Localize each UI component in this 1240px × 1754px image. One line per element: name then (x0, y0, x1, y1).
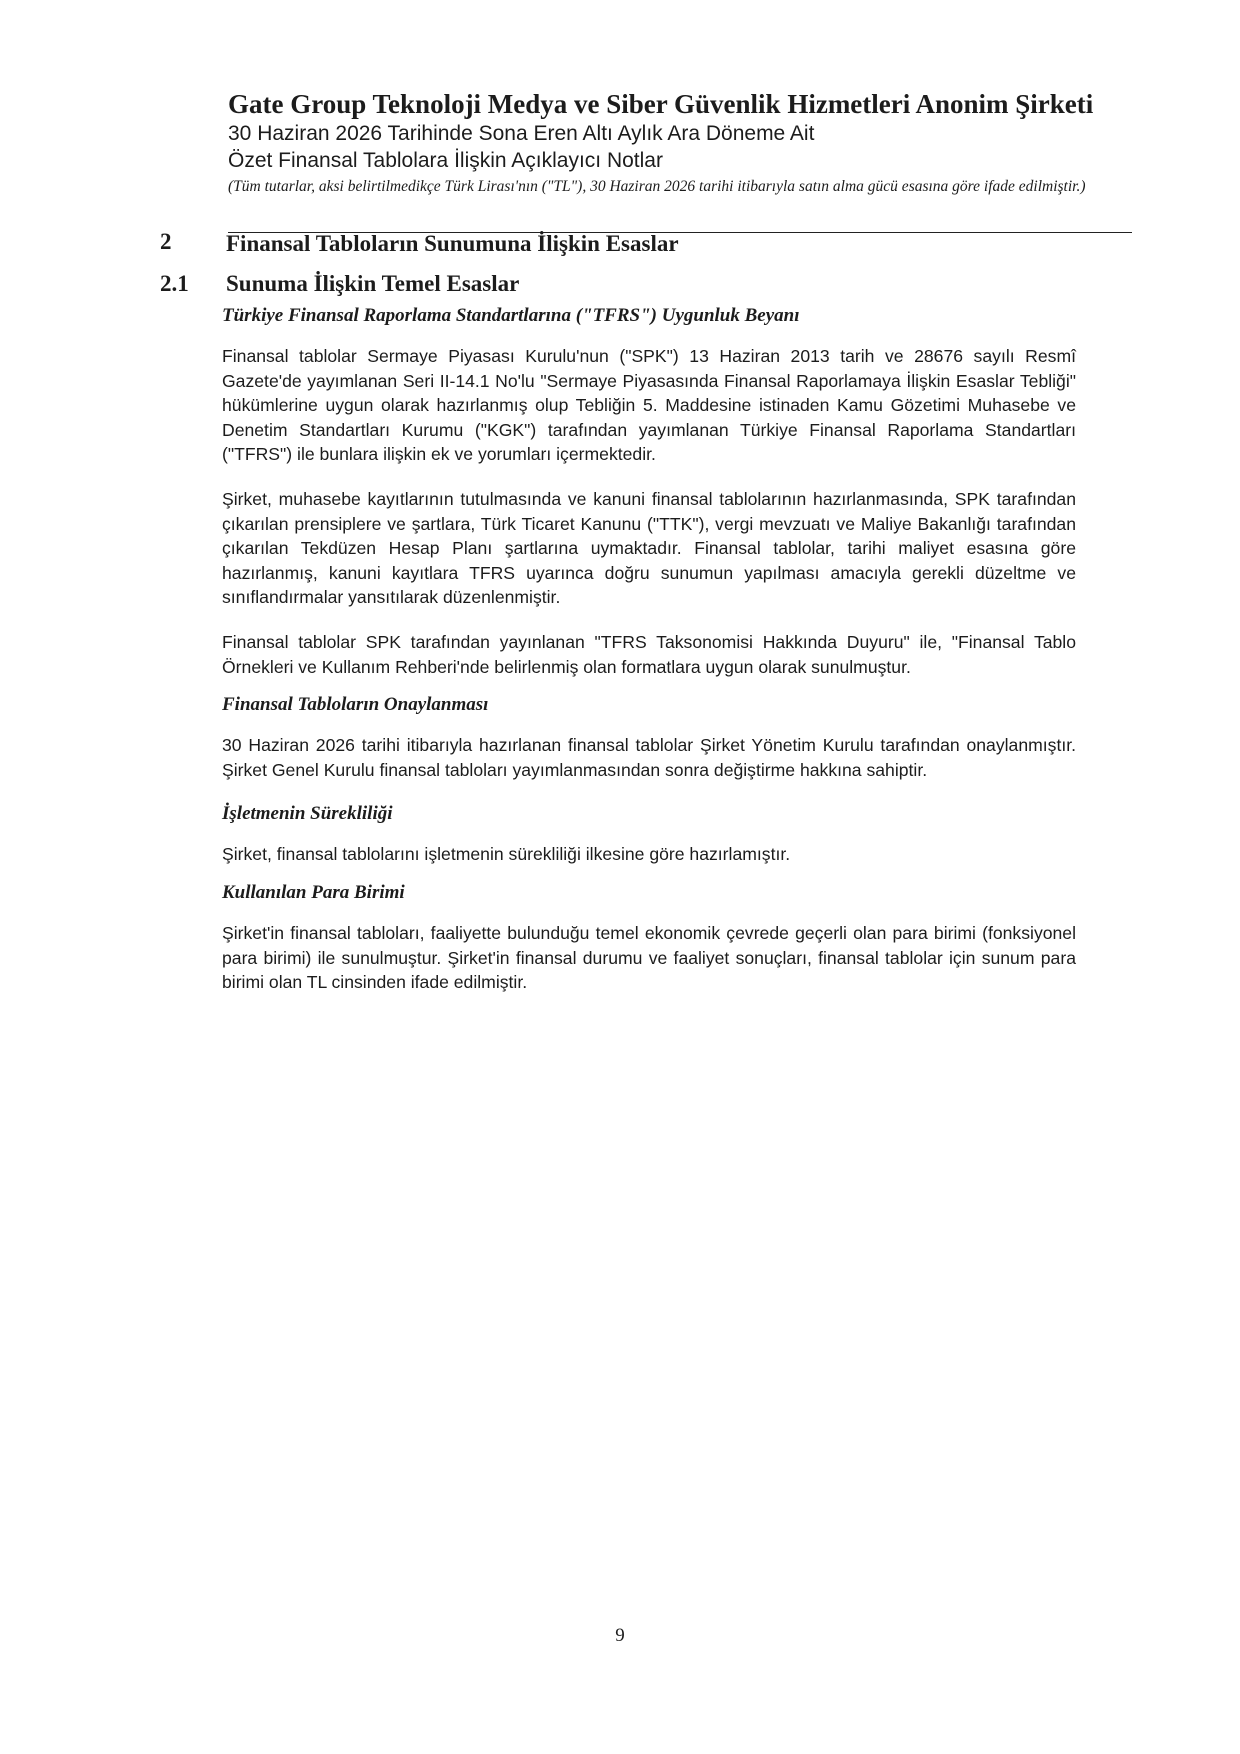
currency-heading: Kullanılan Para Birimi (222, 881, 405, 903)
approval-heading: Finansal Tabloların Onaylanması (222, 694, 489, 716)
tfrs-heading: Türkiye Finansal Raporlama Standartlarına ("TFRS") Uygunluk Beyanı (222, 305, 800, 326)
company-name: Gate Group Teknoloji Medya ve Siber Güvenlik Hizmetleri Anonim Şirketi (228, 89, 1094, 119)
page-number: 9 (615, 1625, 625, 1646)
section-title: Finansal Tabloların Sunumuna İlişkin Esaslar (226, 231, 679, 256)
page-header (228, 88, 1128, 197)
document-body (222, 304, 1076, 1015)
notes-title: Özet Finansal Tablolara İlişkin Açıklayıcı Notlar (228, 149, 663, 172)
subsection-number: 2.1 (160, 271, 189, 296)
tfrs-paragraph-2: Şirket, muhasebe kayıtlarının tutulmasında ve kanuni finansal tablolarının hazırlanmasında, SPK tarafından çıkarılan prensiplere ve şartlara, Türk Ticaret Kanunu ("TTK"), vergi mevzuatı ve Maliye Bakanlığı tarafından çıkarılan Tekdüzen Hesap Planı şartlarına uymaktadır. Finansal tablolar, tarihi maliyet esasına göre hazırlanmış, kanuni kayıtlara TFRS uyarınca doğru sunumun yapılması amacıyla gerekli düzeltme ve sınıflandırmalar yansıtılarak düzenlenmiştir. (222, 488, 1076, 608)
tfrs-paragraph-3: Finansal tablolar SPK tarafından yayınlanan "TFRS Taksonomisi Hakkında Duyuru" ile, "Finansal Tablo Örnekleri ve Kullanım Rehberi'nde belirlenmiş olan formatlara uygun olarak sunulmuştur. (222, 631, 1076, 677)
currency-paragraph: Şirket'in finansal tabloları, faaliyette bulunduğu temel ekonomik çevrede geçerli olan para birimi (fonksiyonel para birimi) ile sunulmuştur. Şirket'in finansal durumu ve faaliyet sonuçları, finansal tablolar için sunum para birimi olan TL cinsinden ifade edilmiştir. (222, 922, 1076, 993)
going-concern-paragraph: Şirket, finansal tablolarını işletmenin sürekliliği ilkesine göre hazırlamıştır. (222, 844, 791, 865)
tfrs-paragraph-1: Finansal tablolar Sermaye Piyasası Kurulu'nun ("SPK") 13 Haziran 2013 tarih ve 28676 sayılı Resmî Gazete'de yayımlanan Seri II-14.1 No'lu "Sermaye Piyasasında Finansal Raporlamaya İlişkin Esaslar Tebliği" hükümlerine uygun olarak hazırlanmış olup Tebliğin 5. Maddesine istinaden Kamu Gözetimi Muhasebe ve Denetim Standartları Kurumu ("KGK") tarafından yayımlanan Türkiye Finansal Raporlama Standartları ("TFRS") ile bunlara ilişkin ek ve yorumları içermektedir. (222, 346, 1076, 465)
approval-paragraph: 30 Haziran 2026 tarihi itibarıyla hazırlanan finansal tablolar Şirket Yönetim Kurulu tarafından onaylanmıştır. Şirket Genel Kurulu finansal tabloları yayımlanmasından sonra değiştirme hakkına sahiptir. (222, 735, 1076, 780)
going-concern-heading: İşletmenin Sürekliliği (222, 803, 393, 825)
section-number: 2 (160, 229, 172, 254)
period-line: 30 Haziran 2026 Tarihinde Sona Eren Altı Aylık Ara Döneme Ait (228, 122, 815, 145)
subsection-title: Sunuma İlişkin Temel Esaslar (226, 271, 520, 296)
amounts-note: (Tüm tutarlar, aksi belirtilmedikçe Türk Lirası'nın ("TL"), 30 Haziran 2026 tarihi itibarıyla satın alma gücü esasına göre ifade edilmiştir.) (228, 178, 1086, 195)
